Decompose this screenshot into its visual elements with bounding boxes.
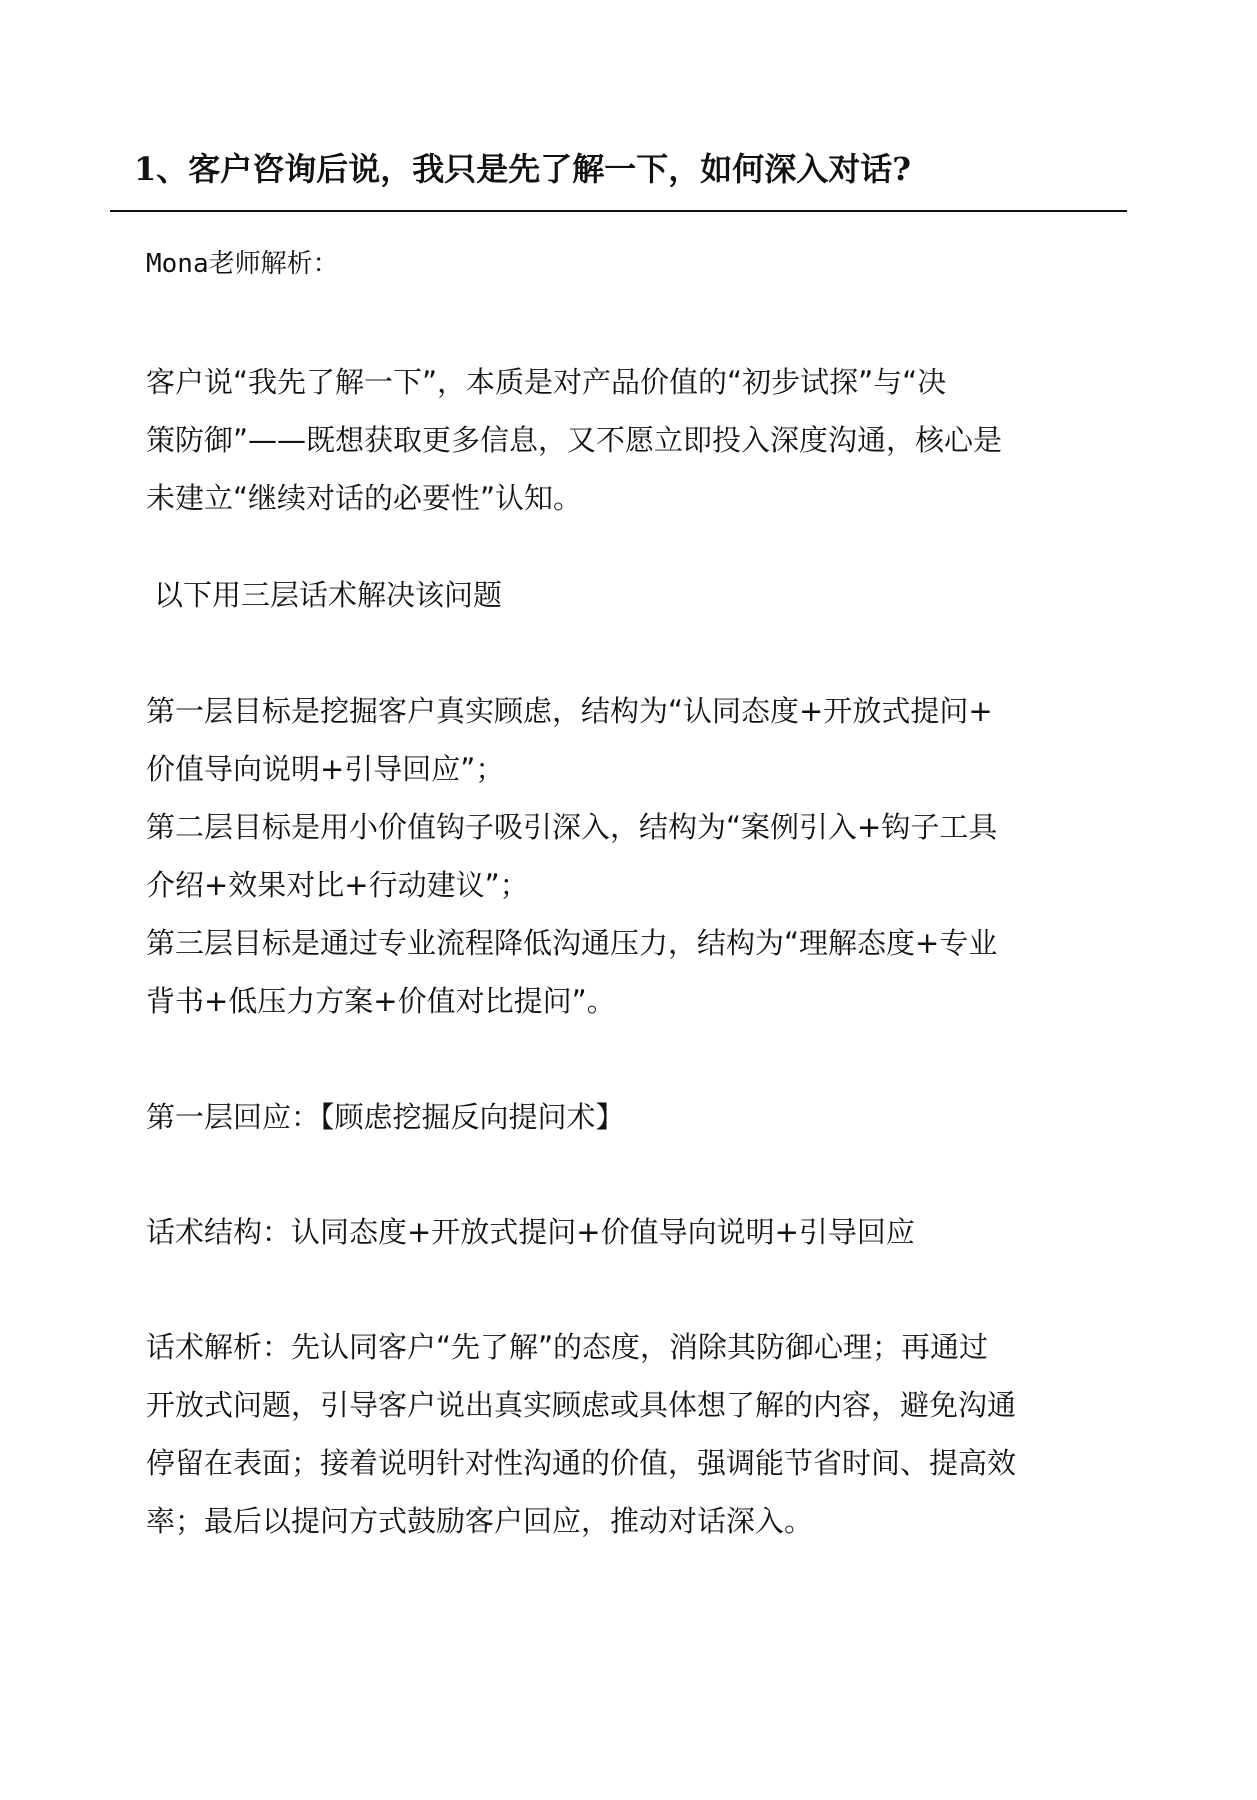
- analysis-line: 开放式问题，引导客户说出真实顾虑或具体想了解的内容，避免沟通: [146, 1388, 1017, 1422]
- layer-line: 价值导向说明+引导回应”；: [146, 752, 505, 786]
- author-line: Mona老师解析：: [146, 249, 339, 279]
- layer-line: 背书+低压力方案+价值对比提问”。: [146, 984, 616, 1018]
- intro-line: 客户说“我先了解一下”，本质是对产品价值的“初步试探”与“决: [146, 365, 947, 399]
- question-heading: 1、客户咨询后说，我只是先了解一下，如何深入对话?: [134, 150, 912, 188]
- three-layers-intro: 以下用三层话术解决该问题: [154, 578, 503, 612]
- layer-line: 介绍+效果对比+行动建议”；: [146, 868, 529, 902]
- script-analysis-paragraph: [146, 1318, 1106, 1550]
- layer-line: 第一层目标是挖掘客户真实顾虑，结构为“认同态度+开放式提问+: [146, 694, 993, 728]
- script-structure: 话术结构：认同态度+开放式提问+价值导向说明+引导回应: [146, 1215, 915, 1249]
- layer-line: 第二层目标是用小价值钩子吸引深入，结构为“案例引入+钩子工具: [146, 810, 998, 844]
- analysis-line: 停留在表面；接着说明针对性沟通的价值，强调能节省时间、提高效: [146, 1446, 1017, 1480]
- analysis-line: 率；最后以提问方式鼓励客户回应，推动对话深入。: [146, 1504, 814, 1538]
- layers-paragraph: [146, 682, 1106, 1030]
- intro-line: 未建立“继续对话的必要性”认知。: [146, 481, 583, 515]
- heading-divider: [110, 210, 1127, 212]
- first-response-heading: 第一层回应：【顾虑挖掘反向提问术】: [146, 1100, 625, 1134]
- intro-line: 策防御”——既想获取更多信息，又不愿立即投入深度沟通，核心是: [146, 423, 1003, 457]
- analysis-line: 话术解析：先认同客户“先了解”的态度，消除其防御心理；再通过: [146, 1330, 989, 1364]
- intro-paragraph: [146, 353, 1106, 527]
- layer-line: 第三层目标是通过专业流程降低沟通压力，结构为“理解态度+专业: [146, 926, 998, 960]
